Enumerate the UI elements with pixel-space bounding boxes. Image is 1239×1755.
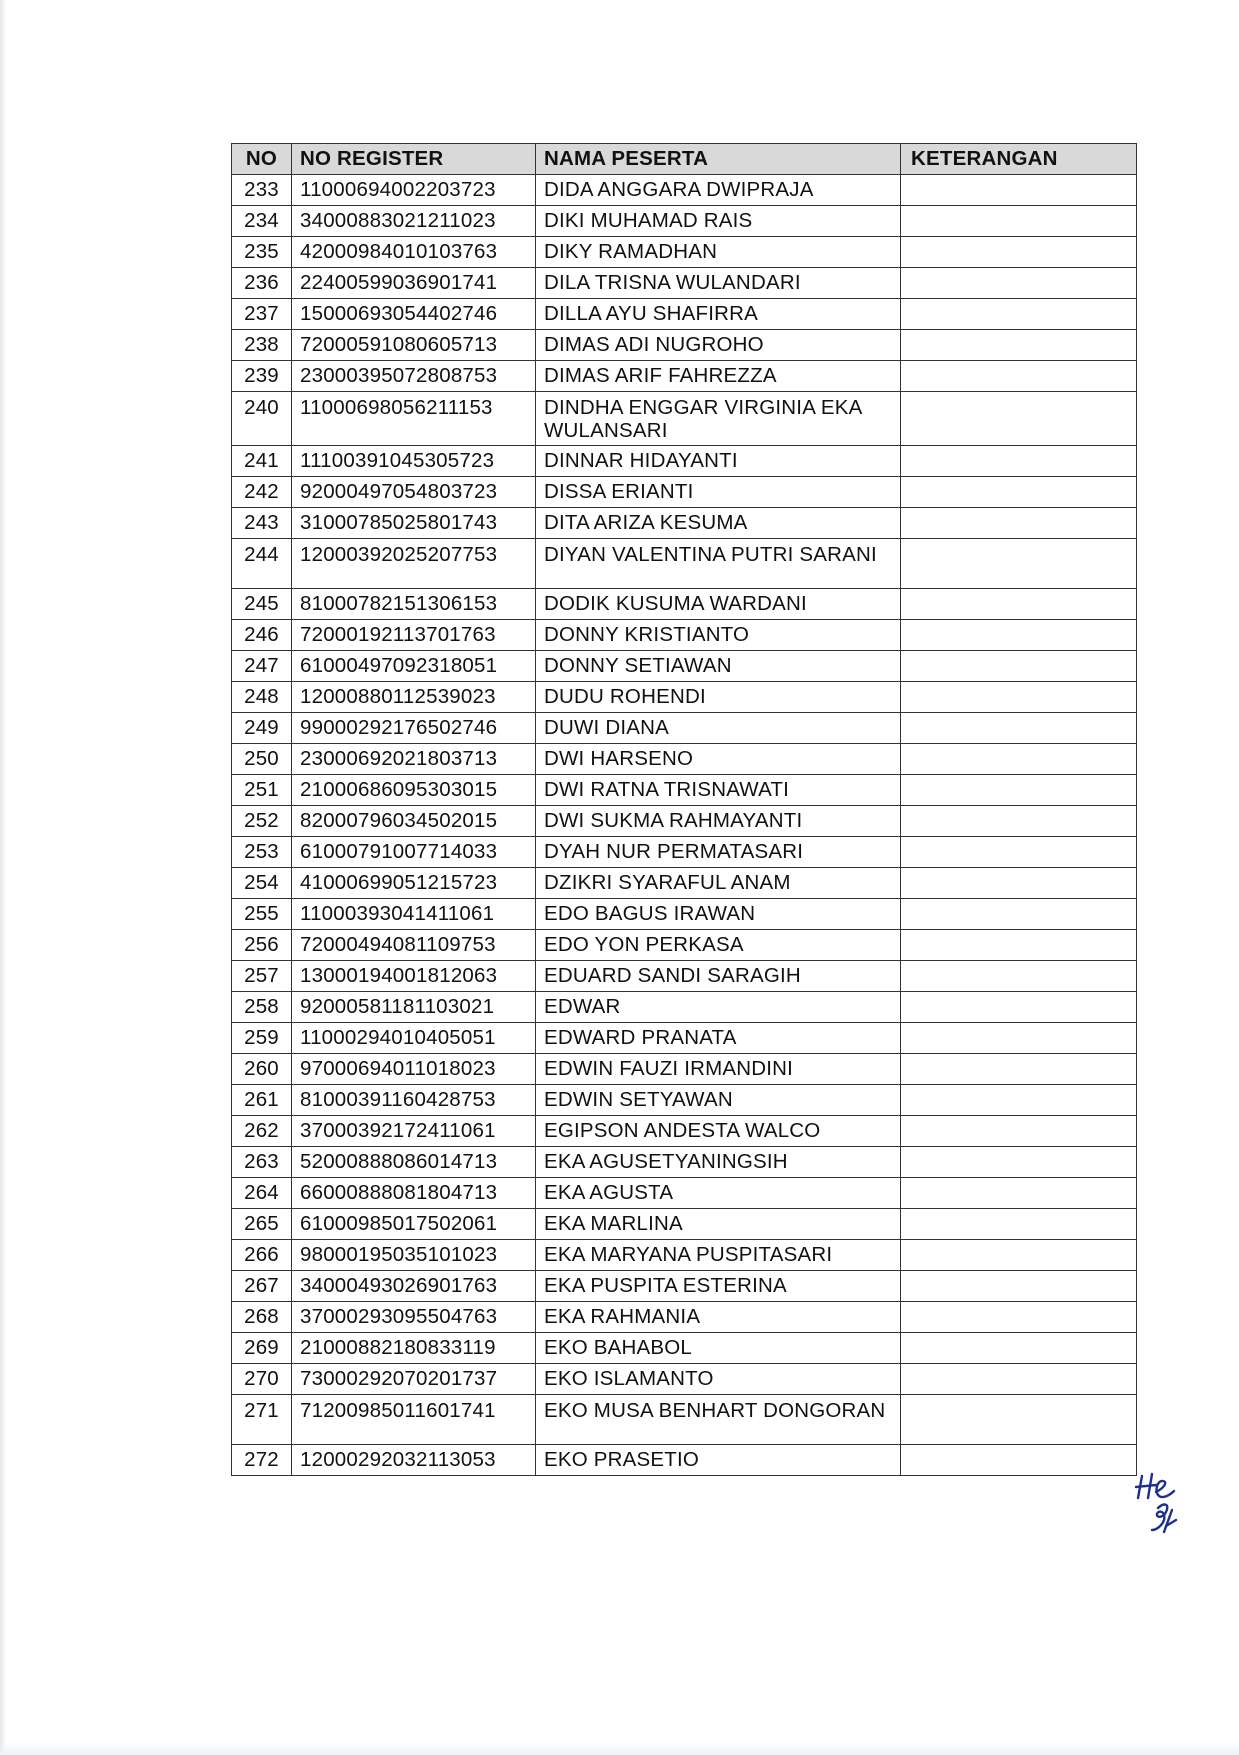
table-row <box>232 361 1137 392</box>
table-row <box>232 1147 1137 1178</box>
cell-register: 13000194001812063 <box>292 961 536 992</box>
table-row <box>232 1178 1137 1209</box>
cell-name: DONNY KRISTIANTO <box>536 620 901 651</box>
cell-no: 253 <box>232 837 292 868</box>
cell-name: DUDU ROHENDI <box>536 682 901 713</box>
table-row <box>232 446 1137 477</box>
cell-register: 37000392172411061 <box>292 1116 536 1147</box>
table-row <box>232 620 1137 651</box>
cell-no: 237 <box>232 299 292 330</box>
cell-no: 244 <box>232 539 292 589</box>
table-row <box>232 1054 1137 1085</box>
table-row <box>232 206 1137 237</box>
cell-name: DIYAN VALENTINA PUTRI SARANI <box>536 539 901 589</box>
cell-no: 243 <box>232 508 292 539</box>
cell-note <box>901 1054 1137 1085</box>
cell-name: EKO PRASETIO <box>536 1445 901 1476</box>
cell-register: 11000294010405051 <box>292 1023 536 1054</box>
cell-note <box>901 508 1137 539</box>
cell-note <box>901 1240 1137 1271</box>
cell-note <box>901 1147 1137 1178</box>
cell-name: DZIKRI SYARAFUL ANAM <box>536 868 901 899</box>
cell-note <box>901 1395 1137 1445</box>
cell-register: 72000192113701763 <box>292 620 536 651</box>
cell-name: DYAH NUR PERMATASARI <box>536 837 901 868</box>
cell-register: 72000591080605713 <box>292 330 536 361</box>
table-row <box>232 651 1137 682</box>
cell-no: 242 <box>232 477 292 508</box>
table-row <box>232 299 1137 330</box>
cell-no: 251 <box>232 775 292 806</box>
cell-register: 23000692021803713 <box>292 744 536 775</box>
cell-name: DIMAS ADI NUGROHO <box>536 330 901 361</box>
table-row <box>232 682 1137 713</box>
cell-no: 254 <box>232 868 292 899</box>
cell-register: 81000782151306153 <box>292 589 536 620</box>
cell-name: DONNY SETIAWAN <box>536 651 901 682</box>
table-row <box>232 806 1137 837</box>
cell-name: EKO ISLAMANTO <box>536 1364 901 1395</box>
table-row <box>232 477 1137 508</box>
cell-note <box>901 589 1137 620</box>
cell-name: EGIPSON ANDESTA WALCO <box>536 1116 901 1147</box>
cell-note <box>901 361 1137 392</box>
cell-no: 238 <box>232 330 292 361</box>
header-name: NAMA PESERTA <box>536 144 901 175</box>
cell-note <box>901 206 1137 237</box>
table-row <box>232 899 1137 930</box>
cell-name: EKO MUSA BENHART DONGORAN <box>536 1395 901 1445</box>
table-row <box>232 961 1137 992</box>
cell-register: 82000796034502015 <box>292 806 536 837</box>
cell-no: 262 <box>232 1116 292 1147</box>
cell-name: DINNAR HIDAYANTI <box>536 446 901 477</box>
cell-name: EKA AGUSTA <box>536 1178 901 1209</box>
header-register: NO REGISTER <box>292 144 536 175</box>
cell-no: 246 <box>232 620 292 651</box>
cell-register: 81000391160428753 <box>292 1085 536 1116</box>
table-row <box>232 1023 1137 1054</box>
cell-register: 97000694011018023 <box>292 1054 536 1085</box>
cell-note <box>901 930 1137 961</box>
cell-note <box>901 1445 1137 1476</box>
cell-register: 23000395072808753 <box>292 361 536 392</box>
cell-name: EDWAR <box>536 992 901 1023</box>
cell-name: DIKI MUHAMAD RAIS <box>536 206 901 237</box>
cell-note <box>901 268 1137 299</box>
table-header-row <box>232 144 1137 175</box>
table-row <box>232 1364 1137 1395</box>
cell-no: 259 <box>232 1023 292 1054</box>
cell-note <box>901 1085 1137 1116</box>
cell-register: 34000493026901763 <box>292 1271 536 1302</box>
cell-name: DUWI DIANA <box>536 713 901 744</box>
cell-note <box>901 539 1137 589</box>
cell-note <box>901 392 1137 446</box>
cell-name: EKA MARLINA <box>536 1209 901 1240</box>
table-row <box>232 775 1137 806</box>
table-row <box>232 1116 1137 1147</box>
cell-note <box>901 837 1137 868</box>
cell-no: 249 <box>232 713 292 744</box>
cell-note <box>901 744 1137 775</box>
cell-note <box>901 868 1137 899</box>
cell-name: DISSA ERIANTI <box>536 477 901 508</box>
cell-note <box>901 237 1137 268</box>
cell-no: 263 <box>232 1147 292 1178</box>
cell-no: 235 <box>232 237 292 268</box>
cell-register: 98000195035101023 <box>292 1240 536 1271</box>
cell-register: 66000888081804713 <box>292 1178 536 1209</box>
table-row <box>232 930 1137 961</box>
cell-register: 61000985017502061 <box>292 1209 536 1240</box>
cell-no: 252 <box>232 806 292 837</box>
table-row <box>232 268 1137 299</box>
table-row <box>232 744 1137 775</box>
table-row <box>232 175 1137 206</box>
table-row <box>232 992 1137 1023</box>
table-row <box>232 1395 1137 1445</box>
cell-note <box>901 330 1137 361</box>
cell-register: 61000791007714033 <box>292 837 536 868</box>
cell-register: 31000785025801743 <box>292 508 536 539</box>
cell-name: DWI HARSENO <box>536 744 901 775</box>
cell-note <box>901 713 1137 744</box>
cell-register: 37000293095504763 <box>292 1302 536 1333</box>
table-row <box>232 837 1137 868</box>
cell-register: 92000581181103021 <box>292 992 536 1023</box>
table-row <box>232 868 1137 899</box>
cell-no: 260 <box>232 1054 292 1085</box>
cell-register: 11000694002203723 <box>292 175 536 206</box>
cell-register: 15000693054402746 <box>292 299 536 330</box>
cell-register: 99000292176502746 <box>292 713 536 744</box>
participant-table <box>231 143 1137 1476</box>
cell-no: 245 <box>232 589 292 620</box>
cell-no: 239 <box>232 361 292 392</box>
cell-no: 266 <box>232 1240 292 1271</box>
cell-name: DIKY RAMADHAN <box>536 237 901 268</box>
cell-register: 12000880112539023 <box>292 682 536 713</box>
cell-note <box>901 175 1137 206</box>
cell-name: EDO BAGUS IRAWAN <box>536 899 901 930</box>
cell-name: EDWIN SETYAWAN <box>536 1085 901 1116</box>
cell-no: 250 <box>232 744 292 775</box>
table-row <box>232 1085 1137 1116</box>
cell-register: 61000497092318051 <box>292 651 536 682</box>
cell-name: EDWARD PRANATA <box>536 1023 901 1054</box>
cell-name: EKA MARYANA PUSPITASARI <box>536 1240 901 1271</box>
table-row <box>232 392 1137 446</box>
table-row <box>232 1333 1137 1364</box>
cell-name: DITA ARIZA KESUMA <box>536 508 901 539</box>
table-row <box>232 1209 1137 1240</box>
cell-register: 11000393041411061 <box>292 899 536 930</box>
cell-name: DODIK KUSUMA WARDANI <box>536 589 901 620</box>
cell-name: DWI RATNA TRISNAWATI <box>536 775 901 806</box>
cell-note <box>901 651 1137 682</box>
cell-no: 271 <box>232 1395 292 1445</box>
cell-name: EDWIN FAUZI IRMANDINI <box>536 1054 901 1085</box>
cell-no: 240 <box>232 392 292 446</box>
cell-name: DIDA ANGGARA DWIPRAJA <box>536 175 901 206</box>
cell-no: 261 <box>232 1085 292 1116</box>
cell-no: 234 <box>232 206 292 237</box>
cell-no: 255 <box>232 899 292 930</box>
cell-register: 11000698056211153 <box>292 392 536 446</box>
cell-note <box>901 992 1137 1023</box>
handwritten-initials <box>1130 1468 1190 1538</box>
cell-no: 256 <box>232 930 292 961</box>
cell-note <box>901 299 1137 330</box>
cell-register: 41000699051215723 <box>292 868 536 899</box>
table-row <box>232 713 1137 744</box>
header-note: KETERANGAN <box>901 144 1137 175</box>
cell-note <box>901 620 1137 651</box>
cell-name: EKA PUSPITA ESTERINA <box>536 1271 901 1302</box>
cell-no: 270 <box>232 1364 292 1395</box>
scan-edge-shadow <box>0 0 6 1755</box>
cell-note <box>901 1209 1137 1240</box>
cell-register: 72000494081109753 <box>292 930 536 961</box>
cell-register: 71200985011601741 <box>292 1395 536 1445</box>
cell-no: 265 <box>232 1209 292 1240</box>
cell-no: 257 <box>232 961 292 992</box>
cell-no: 272 <box>232 1445 292 1476</box>
cell-note <box>901 1178 1137 1209</box>
cell-register: 22400599036901741 <box>292 268 536 299</box>
cell-note <box>901 899 1137 930</box>
cell-register: 34000883021211023 <box>292 206 536 237</box>
table-row <box>232 1445 1137 1476</box>
cell-no: 247 <box>232 651 292 682</box>
cell-no: 267 <box>232 1271 292 1302</box>
cell-note <box>901 1271 1137 1302</box>
table-row <box>232 539 1137 589</box>
cell-register: 42000984010103763 <box>292 237 536 268</box>
cell-name: EDO YON PERKASA <box>536 930 901 961</box>
table-row <box>232 508 1137 539</box>
table-row <box>232 1271 1137 1302</box>
cell-register: 12000292032113053 <box>292 1445 536 1476</box>
cell-note <box>901 1333 1137 1364</box>
cell-register: 73000292070201737 <box>292 1364 536 1395</box>
cell-no: 233 <box>232 175 292 206</box>
cell-name: EKA RAHMANIA <box>536 1302 901 1333</box>
cell-name: DWI SUKMA RAHMAYANTI <box>536 806 901 837</box>
cell-register: 11100391045305723 <box>292 446 536 477</box>
table-row <box>232 237 1137 268</box>
table-row <box>232 330 1137 361</box>
cell-no: 236 <box>232 268 292 299</box>
cell-register: 21000882180833119 <box>292 1333 536 1364</box>
cell-note <box>901 1023 1137 1054</box>
cell-note <box>901 775 1137 806</box>
table-row <box>232 589 1137 620</box>
cell-register: 12000392025207753 <box>292 539 536 589</box>
cell-name: EDUARD SANDI SARAGIH <box>536 961 901 992</box>
cell-name: DINDHA ENGGAR VIRGINIA EKA WULANSARI <box>536 392 901 446</box>
cell-no: 268 <box>232 1302 292 1333</box>
header-no: NO <box>232 144 292 175</box>
cell-register: 92000497054803723 <box>292 477 536 508</box>
cell-name: EKA AGUSETYANINGSIH <box>536 1147 901 1178</box>
cell-no: 264 <box>232 1178 292 1209</box>
cell-no: 248 <box>232 682 292 713</box>
cell-note <box>901 477 1137 508</box>
cell-name: DILLA AYU SHAFIRRA <box>536 299 901 330</box>
cell-note <box>901 961 1137 992</box>
cell-name: DIMAS ARIF FAHREZZA <box>536 361 901 392</box>
cell-register: 52000888086014713 <box>292 1147 536 1178</box>
cell-note <box>901 1116 1137 1147</box>
cell-name: EKO BAHABOL <box>536 1333 901 1364</box>
cell-no: 269 <box>232 1333 292 1364</box>
cell-register: 21000686095303015 <box>292 775 536 806</box>
cell-name: DILA TRISNA WULANDARI <box>536 268 901 299</box>
table-body <box>232 175 1137 1476</box>
table-row <box>232 1302 1137 1333</box>
cell-note <box>901 1302 1137 1333</box>
cell-note <box>901 1364 1137 1395</box>
cell-note <box>901 446 1137 477</box>
table-row <box>232 1240 1137 1271</box>
cell-no: 258 <box>232 992 292 1023</box>
participant-list-sheet <box>231 143 1136 1476</box>
cell-no: 241 <box>232 446 292 477</box>
scan-bottom-tint <box>0 1741 1239 1755</box>
cell-note <box>901 682 1137 713</box>
cell-note <box>901 806 1137 837</box>
